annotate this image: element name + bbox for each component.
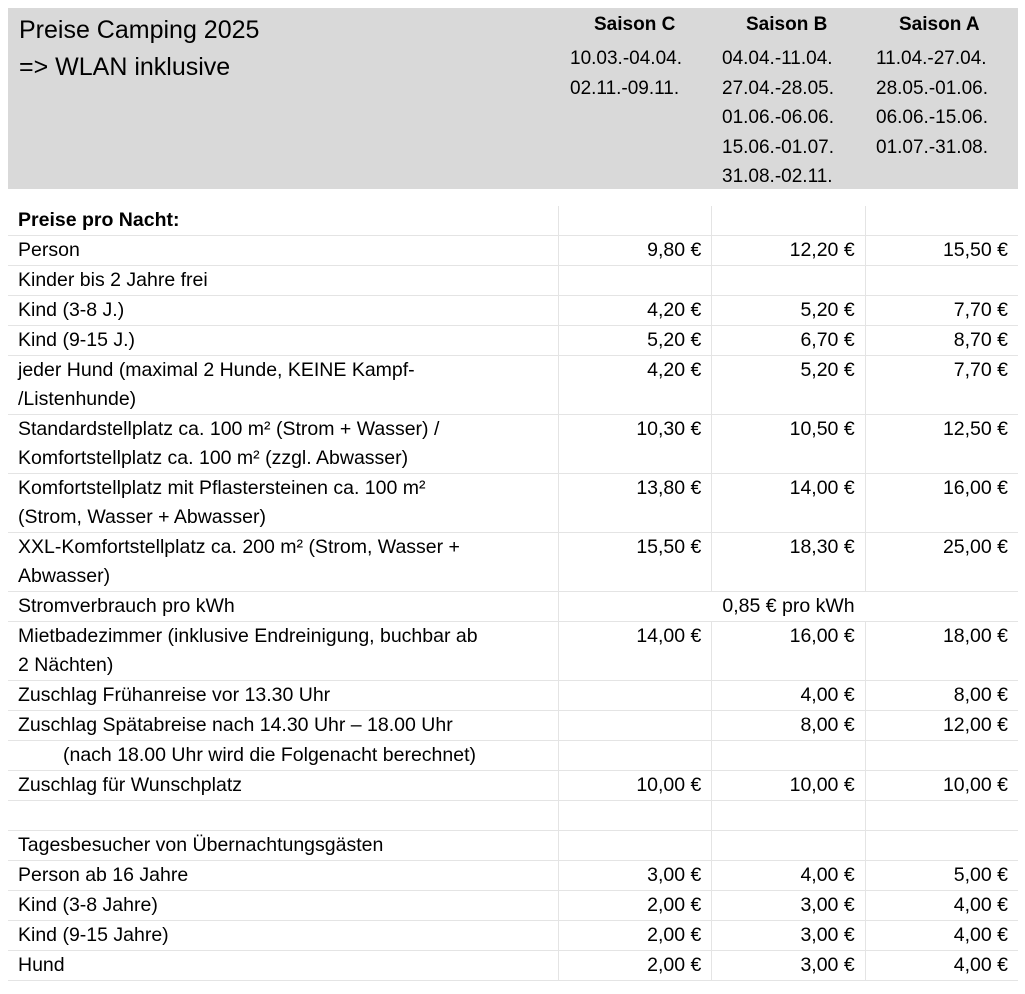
- row-label: Kind (9-15 J.): [8, 326, 559, 356]
- price-season-b: [712, 801, 865, 831]
- table-row: [8, 771, 1018, 801]
- row-label: Person ab 16 Jahre: [8, 861, 559, 891]
- row-label: Zuschlag Spätabreise nach 14.30 Uhr – 18.00 Uhr: [8, 711, 559, 741]
- price-season-c: [559, 831, 712, 861]
- price-season-b: 3,00 €: [712, 951, 865, 981]
- price-season-b: 5,20 €: [712, 296, 865, 326]
- price-season-b: 4,00 €: [712, 861, 865, 891]
- price-season-c: 13,80 €: [559, 474, 712, 533]
- price-season-c: [559, 741, 712, 771]
- season-a-dates: [876, 44, 988, 162]
- table-row: [8, 711, 1018, 741]
- price-season-c: 2,00 €: [559, 891, 712, 921]
- row-label: Stromverbrauch pro kWh: [8, 592, 559, 622]
- price-season-c: [559, 266, 712, 296]
- row-label: Kind (9-15 Jahre): [8, 921, 559, 951]
- price-season-c: [559, 801, 712, 831]
- price-season-b: 3,00 €: [712, 921, 865, 951]
- table-row: [8, 266, 1018, 296]
- row-label: [8, 622, 559, 681]
- row-label: [8, 474, 559, 533]
- row-label-line-1: Komfortstellplatz mit Pflastersteinen ca. 100 m²: [18, 477, 426, 499]
- row-label: Tagesbesucher von Übernachtungsgästen: [8, 831, 559, 861]
- price-season-c: 10,30 €: [559, 415, 712, 474]
- row-label: [8, 356, 559, 415]
- price-season-a: 8,00 €: [865, 681, 1018, 711]
- season-date: 11.04.-27.04.: [876, 48, 987, 69]
- table-row: [8, 921, 1018, 951]
- row-label: [8, 533, 559, 592]
- price-season-a: 8,70 €: [865, 326, 1018, 356]
- price-season-b: 4,00 €: [712, 681, 865, 711]
- table-row: [8, 326, 1018, 356]
- row-label: Kind (3-8 J.): [8, 296, 559, 326]
- season-date: 31.08.-02.11.: [722, 166, 833, 187]
- season-b-dates: [722, 44, 834, 192]
- row-label-line-2: Abwasser): [18, 565, 111, 587]
- price-season-a: [865, 266, 1018, 296]
- season-date: 06.06.-15.06.: [876, 107, 988, 128]
- price-season-c: 3,00 €: [559, 861, 712, 891]
- row-label: Zuschlag für Wunschplatz: [8, 771, 559, 801]
- row-label-line-2: (Strom, Wasser + Abwasser): [18, 506, 266, 528]
- price-season-c: [559, 206, 712, 236]
- table-row: [8, 206, 1018, 236]
- row-label: Kind (3-8 Jahre): [8, 891, 559, 921]
- price-season-b: [712, 206, 865, 236]
- price-season-a: 25,00 €: [865, 533, 1018, 592]
- table-row: [8, 533, 1018, 592]
- price-season-a: 4,00 €: [865, 921, 1018, 951]
- price-season-a: [865, 831, 1018, 861]
- row-label: Kinder bis 2 Jahre frei: [8, 266, 559, 296]
- table-row: [8, 415, 1018, 474]
- row-label-line-2: 2 Nächten): [18, 654, 114, 676]
- price-season-b: 16,00 €: [712, 622, 865, 681]
- price-season-a: 4,00 €: [865, 951, 1018, 981]
- row-label: Zuschlag Frühanreise vor 13.30 Uhr: [8, 681, 559, 711]
- season-date: 15.06.-01.07.: [722, 136, 834, 158]
- price-season-a: 5,00 €: [865, 861, 1018, 891]
- table-row: [8, 622, 1018, 681]
- price-season-b: 6,70 €: [712, 326, 865, 356]
- price-season-b: 5,20 €: [712, 356, 865, 415]
- price-season-c: 2,00 €: [559, 921, 712, 951]
- price-season-b: 3,00 €: [712, 891, 865, 921]
- price-season-c: 10,00 €: [559, 771, 712, 801]
- price-season-a: [865, 206, 1018, 236]
- price-season-a: 12,50 €: [865, 415, 1018, 474]
- price-season-a: 7,70 €: [865, 296, 1018, 326]
- header-band: [8, 8, 1018, 189]
- price-table: [8, 206, 1018, 981]
- price-season-a: 18,00 €: [865, 622, 1018, 681]
- row-label: Hund: [8, 951, 559, 981]
- price-season-a: [865, 741, 1018, 771]
- price-season-c: [559, 711, 712, 741]
- price-season-c: 4,20 €: [559, 356, 712, 415]
- row-label-line-2: /Listenhunde): [18, 388, 137, 410]
- row-label: (nach 18.00 Uhr wird die Folgenacht berechnet): [8, 741, 559, 771]
- price-season-a: 12,00 €: [865, 711, 1018, 741]
- table-row: [8, 891, 1018, 921]
- table-row: [8, 831, 1018, 861]
- table-row: [8, 296, 1018, 326]
- season-date: 28.05.-01.06.: [876, 77, 988, 99]
- season-a-heading: Saison A: [899, 14, 980, 35]
- row-label: Preise pro Nacht:: [8, 206, 559, 236]
- title-line-1: Preise Camping 2025: [19, 16, 260, 44]
- price-season-b: [712, 741, 865, 771]
- price-season-c: 14,00 €: [559, 622, 712, 681]
- price-season-b: [712, 831, 865, 861]
- price-season-a: 7,70 €: [865, 356, 1018, 415]
- price-season-c: [559, 681, 712, 711]
- table-row: [8, 592, 1018, 622]
- season-date: 01.07.-31.08.: [876, 136, 988, 158]
- table-row: [8, 236, 1018, 266]
- price-season-b: [712, 266, 865, 296]
- season-date: 10.03.-04.04.: [570, 48, 682, 69]
- page-title: [19, 12, 259, 86]
- price-season-a: [865, 801, 1018, 831]
- row-label-line-1: Standardstellplatz ca. 100 m² (Strom + Wasser) /: [18, 418, 440, 440]
- table-row: [8, 356, 1018, 415]
- season-date: 27.04.-28.05.: [722, 77, 834, 99]
- price-season-c: 4,20 €: [559, 296, 712, 326]
- price-season-c: 9,80 €: [559, 236, 712, 266]
- row-label-line-1: Mietbadezimmer (inklusive Endreinigung, buchbar ab: [18, 625, 478, 647]
- price-season-b: 12,20 €: [712, 236, 865, 266]
- row-label-line-2: Komfortstellplatz ca. 100 m² (zzgl. Abwasser): [18, 447, 409, 469]
- season-b-heading: Saison B: [746, 14, 828, 35]
- price-season-a: 15,50 €: [865, 236, 1018, 266]
- table-row: [8, 474, 1018, 533]
- price-season-a: 4,00 €: [865, 891, 1018, 921]
- price-season-b: 10,00 €: [712, 771, 865, 801]
- price-season-a: 10,00 €: [865, 771, 1018, 801]
- season-c-dates: [570, 44, 682, 103]
- table-row: [8, 861, 1018, 891]
- title-line-2: => WLAN inklusive: [19, 53, 231, 81]
- season-date: 04.04.-11.04.: [722, 48, 833, 69]
- price-season-b: 14,00 €: [712, 474, 865, 533]
- table-row: [8, 801, 1018, 831]
- season-date: 01.06.-06.06.: [722, 107, 834, 128]
- row-label-line-1: jeder Hund (maximal 2 Hunde, KEINE Kampf-: [18, 359, 415, 381]
- row-label: [8, 801, 559, 831]
- row-label-line-1: XXL-Komfortstellplatz ca. 200 m² (Strom, Wasser +: [18, 536, 460, 558]
- price-season-b: 8,00 €: [712, 711, 865, 741]
- table-row: [8, 951, 1018, 981]
- row-label: Person: [8, 236, 559, 266]
- season-c-heading: Saison C: [594, 14, 676, 35]
- table-row: [8, 741, 1018, 771]
- season-date: 02.11.-09.11.: [570, 77, 680, 99]
- price-season-c: 15,50 €: [559, 533, 712, 592]
- price-season-c: 2,00 €: [559, 951, 712, 981]
- price-season-c: 5,20 €: [559, 326, 712, 356]
- row-label: [8, 415, 559, 474]
- price-season-a: 16,00 €: [865, 474, 1018, 533]
- price-season-b: 10,50 €: [712, 415, 865, 474]
- table-row: [8, 681, 1018, 711]
- price-season-b: 18,30 €: [712, 533, 865, 592]
- price-all-seasons: 0,85 € pro kWh: [559, 592, 1018, 622]
